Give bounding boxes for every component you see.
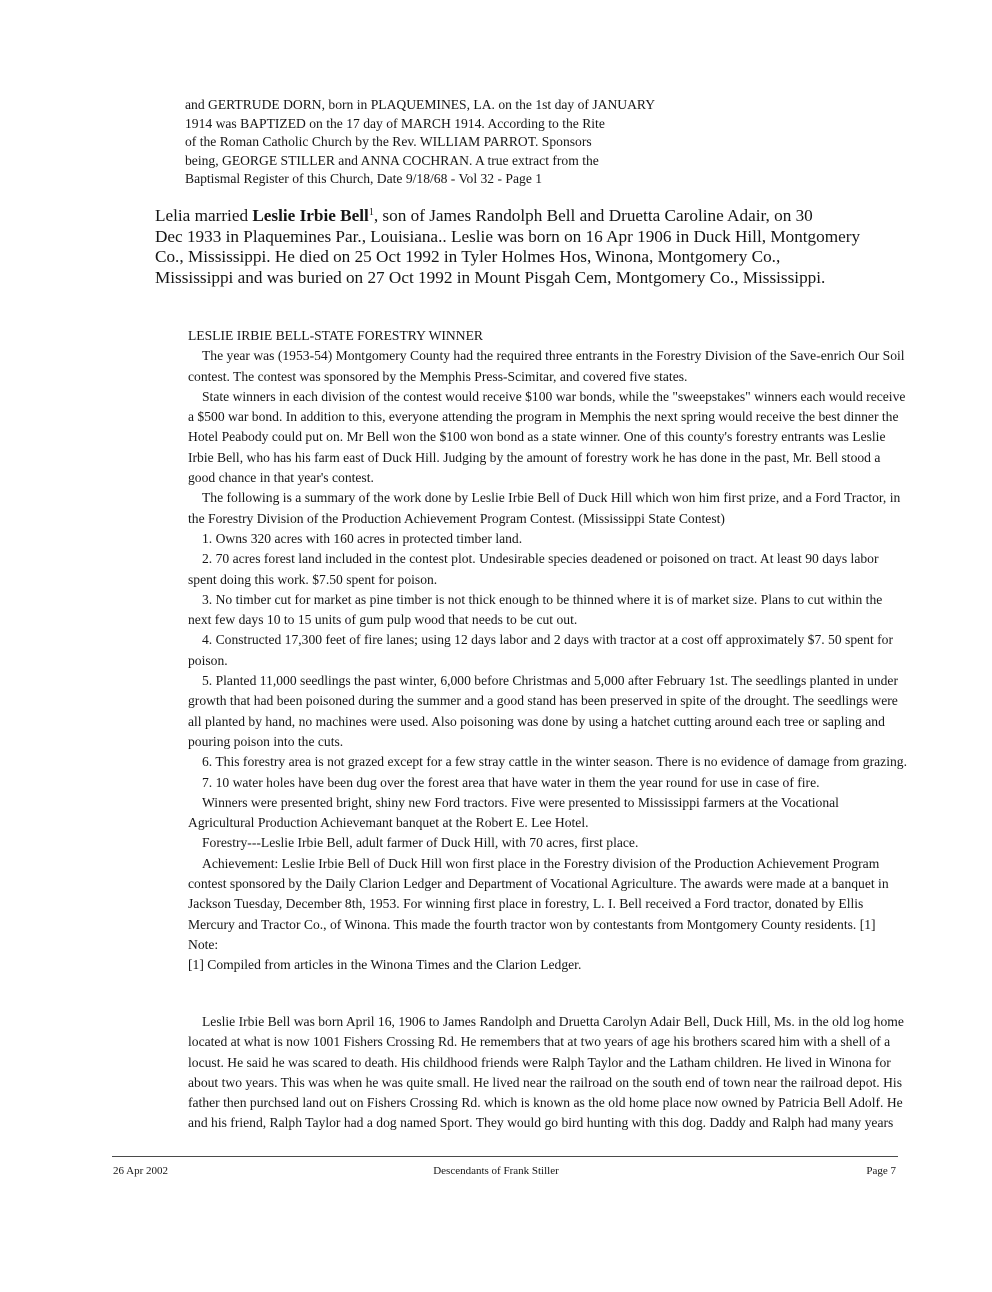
footer-divider: [112, 1156, 898, 1157]
note-label: Note:: [188, 936, 219, 952]
baptism-extract: [185, 96, 745, 189]
marriage-intro: Lelia married: [155, 206, 253, 225]
footnote-marker: 1: [368, 207, 374, 218]
article-paragraph: Achievement: Leslie Irbie Bell of Duck Hill won first place in the Forestry division of the Production Achievement Program contest sponsored by the Daily Clarion Ledger and Department of Vocational Agriculture. The awards were made at a banquet in Jackson Tuesday, December 8th, 1953. For winning first place in forestry, L. I. Bell received a Ford tractor, donated by Ellis Mercury and Tractor Co., of Winona. This made the fourth tractor won by contestants from Montgomery County residents. [1]: [188, 855, 889, 932]
extract-line: being, GEORGE STILLER and ANNA COCHRAN. A true extract from the: [185, 152, 599, 168]
marriage-line: Mississippi and was buried on 27 Oct 1992 in Mount Pisgah Cem, Montgomery Co., Mississippi.: [155, 267, 826, 287]
marriage-line: Co., Mississippi. He died on 25 Oct 1992 in Tyler Holmes Hos, Winona, Montgomery Co.,: [155, 247, 781, 267]
marriage-line: [155, 206, 915, 227]
footer-date: 26 Apr 2002: [113, 1165, 168, 1177]
page-number: Page 7: [866, 1165, 896, 1177]
article-paragraph: Winners were presented bright, shiny new Ford tractors. Five were presented to Mississippi farmers at the Vocational Agricultural Production Achievemant banquet at the Robert E. Lee Hotel.: [188, 794, 839, 831]
summary-item: 5. Planted 11,000 seedlings the past winter, 6,000 before Christmas and 5,000 after February 1st. The seedlings planted in under growth that had been poisoned during the summer and a good stand has been preserved in spite of the drought. The seedlings were all planted by hand, no machines were used. Also poisoning was done by using a hatchet cutting around each tree or sapling and pouring poison into the cuts.: [188, 673, 898, 749]
forestry-article: [188, 326, 908, 976]
note-text: [1] Compiled from articles in the Winona Times and the Clarion Ledger.: [188, 957, 582, 973]
marriage-line: Dec 1933 in Plaquemines Par., Louisiana.. Leslie was born on 16 Apr 1906 in Duck Hill, Montgomery: [155, 226, 861, 246]
article-paragraph: Forestry---Leslie Irbie Bell, adult farmer of Duck Hill, with 70 acres, first place.: [202, 835, 639, 851]
article-paragraph: The following is a summary of the work done by Leslie Irbie Bell of Duck Hill which won him first prize, and a Ford Tractor, in the Forestry Division of the Production Achievement Program Contest. (Mississippi State Contest): [188, 490, 901, 526]
extract-line: Baptismal Register of this Church, Date 9/18/68 - Vol 32 - Page 1: [185, 171, 543, 187]
summary-item: 4. Constructed 17,300 feet of fire lanes; using 12 days labor and 2 days with tractor at a cost off approximately $7. 50 spent for poison.: [188, 632, 893, 668]
summary-item: 7. 10 water holes have been dug over the forest area that have water in them the year round for use in case of fire.: [202, 774, 820, 790]
extract-line: 1914 was BAPTIZED on the 17 day of MARCH 1914. According to the Rite: [185, 115, 605, 131]
summary-item: 3. No timber cut for market as pine timber is not thick enough to be thinned where it is of market size. Plans to cut within the next few days 10 to 15 units of gum pulp wood that needs to be cut out.: [188, 591, 883, 628]
article-paragraph: The year was (1953-54) Montgomery County had the required three entrants in the Forestry Division of the Save-enrich Our Soil contest. The contest was sponsored by the Memphis Press-Scimitar, and covered five states.: [188, 348, 905, 384]
article-heading: LESLIE IRBIE BELL-STATE FORESTRY WINNER: [188, 328, 483, 343]
summary-item: 6. This forestry area is not grazed except for a few stray cattle in the winter season. There is no evidence of damage from grazing.: [202, 754, 907, 770]
marriage-parents: , son of James Randolph Bell and Druetta Caroline Adair, on 30: [373, 206, 813, 225]
spouse-name: Leslie Irbie Bell: [252, 206, 369, 225]
summary-item: 2. 70 acres forest land included in the contest plot. Undesirable species deadened or poisoned on tract. At least 90 days labor spent doing this work. $7.50 spent for poison.: [188, 551, 879, 587]
summary-item: 1. Owns 320 acres with 160 acres in protected timber land.: [202, 530, 523, 546]
extract-line: and GERTRUDE DORN, born in PLAQUEMINES, LA. on the 1st day of JANUARY: [185, 97, 656, 112]
article-paragraph: State winners in each division of the contest would receive $100 war bonds, while the "sweepstakes" winners each would receive a $500 war bond. In addition to this, everyone attending the program in Memphis the next spring would receive the best dinner the Hotel Peabody could put on. Mr Bell won the $100 won bond as a state winner. One of this county's forestry entrants was Leslie Irbie Bell, who has his farm east of Duck Hill. Judging by the amount of forestry work he has done in the past, Mr. Bell stood a good chance in that year's contest.: [188, 388, 906, 486]
biography: [188, 1012, 908, 1134]
bio-paragraph: Leslie Irbie Bell was born April 16, 1906 to James Randolph and Druetta Carolyn Adair Bell, Duck Hill, Ms. in the old log home located at what is now 1001 Fishers Crossing Rd. He remembers that at two years of age his brothers scared him with a shell of a locust. He said he was scared to death. His childhood friends were Ralph Taylor and the Latham children. He lived in Winona for about two years. This was when he was quite small. He lived near the railroad on the south end of town near the railroad depot. His father then purchsed land out on Fishers Crossing Rd. which is known as the old home place now owned by Patricia Bell Adolf. He and his friend, Ralph Taylor had a dog named Sport. They would go bird hunting with this dog. Daddy and Ralph had many years: [188, 1014, 904, 1131]
extract-line: of the Roman Catholic Church by the Rev. WILLIAM PARROT. Sponsors: [185, 134, 592, 150]
footer-title: Descendants of Frank Stiller: [433, 1165, 559, 1177]
marriage-paragraph: [155, 206, 915, 288]
